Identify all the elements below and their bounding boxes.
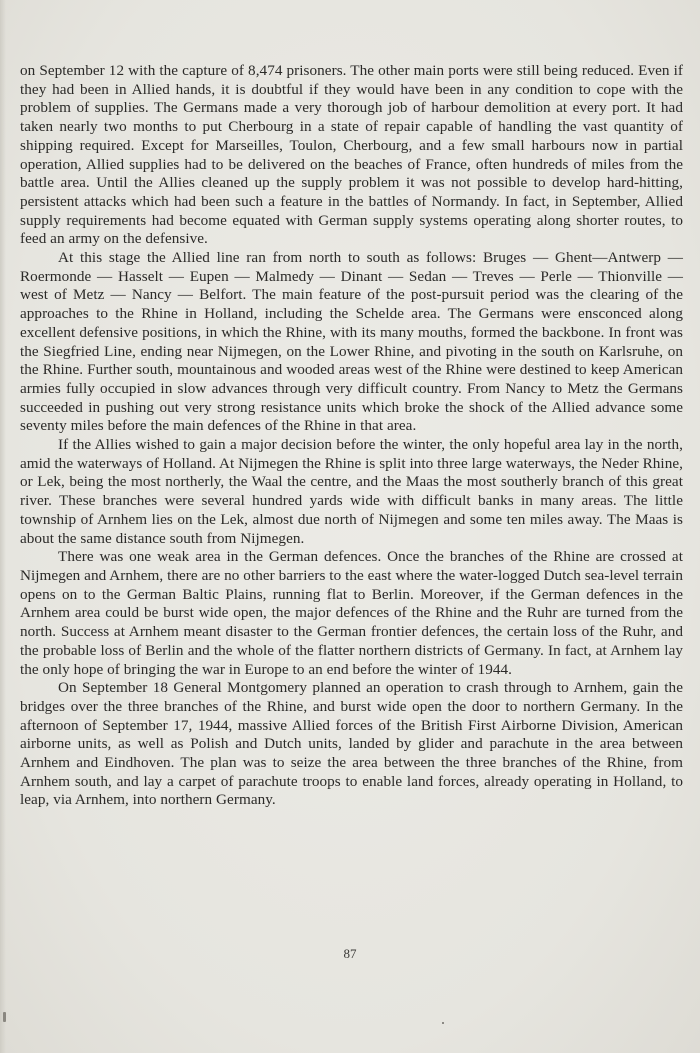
page-number: 87: [343, 946, 357, 961]
paragraph-5: On September 18 General Montgomery planned an operation to crash through to Arnhem, gain the bridges over the three branches of the Rhine, and burst wide open the door to northern Germany. In the afternoon of September 17, 1944, massive Allied forces of the British First Airborne Division, American airborne units, as well as Polish and Dutch units, landed by glider and parachute in the area between Arnhem and Eindhoven. The plan was to seize the area between the three branches of the Rhine, from Arnhem south, and lay a carpet of parachute troops to enable land forces, already operating in Holland, to leap, via Arnhem, into northern Germany.: [20, 679, 683, 809]
paragraph-1: on September 12 with the capture of 8,474 prisoners. The other main ports were still being reduced. Even if they had been in Allied hands, it is doubtful if they would have been in any condition to cope with the problem of supplies. The Germans made a very thorough job of harbour demolition at every port. It had taken nearly two months to put Cherbourg in a state of repair capable of handling the vast quantity of shipping required. Except for Marseilles, Toulon, Cherbourg, and a few small harbours now in partial operation, Allied supplies had to be delivered on the beaches of France, often hundreds of miles from the battle area. Until the Allies cleaned up the supply problem it was not possible to develop hard-hitting, persistent attacks which had been such a feature in the battles of Normandy. In fact, in September, Allied supply requirements had become equated with German supply systems operating along shorter routes, to feed an army on the defensive.: [20, 62, 683, 248]
paragraph-4: There was one weak area in the German defences. Once the branches of the Rhine are crossed at Nijmegen and Arnhem, there are no other barriers to the east where the water-logged Dutch sea-level terrain opens on to the German Baltic Plains, running flat to Berlin. Moreover, if the German defences in the Arnhem area could be burst wide open, the major defences of the Rhine and the Ruhr are turned from the north. Success at Arnhem meant disaster to the German frontier defences, the certain loss of the Ruhr, and the probable loss of Berlin and the whole of the flatter northern districts of Germany. In fact, at Arnhem lay the only hope of bringing the war in Europe to an end before the winter of 1944.: [20, 548, 683, 678]
paper-speck: [442, 1022, 444, 1024]
body-text: [20, 62, 683, 810]
paper-speck: [3, 1012, 6, 1022]
page-edge-shadow: [0, 0, 6, 1053]
paragraph-3: If the Allies wished to gain a major decision before the winter, the only hopeful area lay in the north, amid the waterways of Holland. At Nijmegen the Rhine is split into three large waterways, the Neder Rhine, or Lek, being the most northerly, the Waal the centre, and the Maas the most southerly branch of this great river. These branches were several hundred yards wide with difficult banks in many areas. The little township of Arnhem lies on the Lek, almost due north of Nijmegen and some ten miles away. The Maas is about the same distance south from Nijmegen.: [20, 436, 683, 547]
paragraph-2: At this stage the Allied line ran from north to south as follows: Bruges — Ghent—Antwerp — Roermonde — Hasselt — Eupen — Malmedy — Dinant — Sedan — Treves — Perle — Thionville — west of Metz — Nancy — Belfort. The main feature of the post-pursuit period was the clearing of the approaches to the Rhine in Holland, including the Schelde area. The Germans were ensconced along excellent defensive positions, in which the Rhine, with its many mouths, formed the backbone. In front was the Siegfried Line, ending near Nijmegen, on the Lower Rhine, and pivoting in the south on Karlsruhe, on the Rhine. Further south, mountainous and wooded areas west of the Rhine were destined to keep American armies fully occupied in slow advances through very difficult country. From Nancy to Metz the Germans succeeded in pushing out very strong resistance units which broke the shock of the Allied advance some seventy miles before the main defences of the Rhine in that area.: [20, 249, 683, 435]
